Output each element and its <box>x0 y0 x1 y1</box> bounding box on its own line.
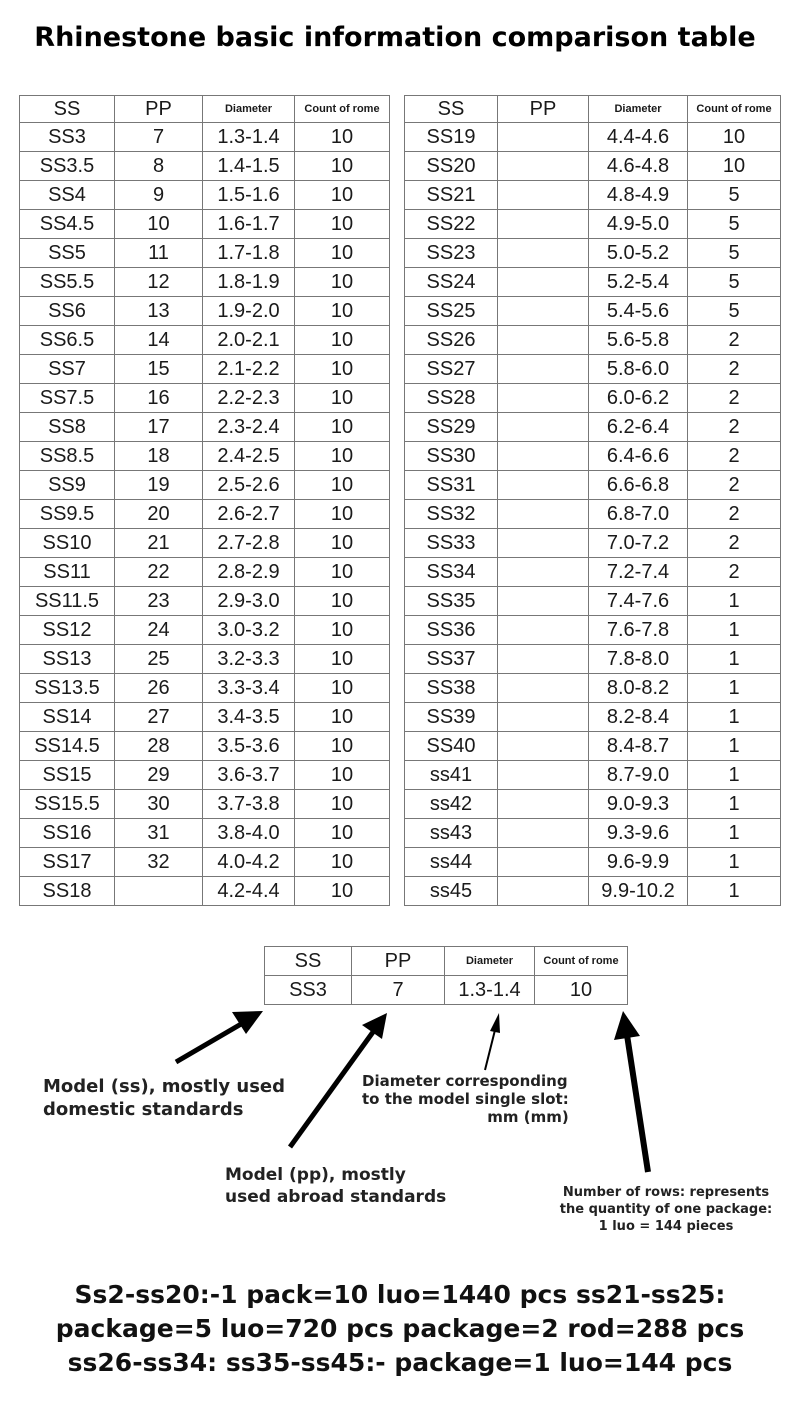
cell-count: 1 <box>688 616 781 645</box>
arrow-pp-head <box>362 1013 387 1039</box>
header-diameter: Diameter <box>203 96 295 123</box>
cell-diameter: 6.0-6.2 <box>589 384 688 413</box>
cell-count: 1 <box>688 761 781 790</box>
cell-ss: SS37 <box>405 645 498 674</box>
cell-pp: 8 <box>115 152 203 181</box>
cell-count: 10 <box>688 152 781 181</box>
example-cell-pp: 7 <box>352 976 445 1005</box>
cell-pp: 21 <box>115 529 203 558</box>
cell-pp: 12 <box>115 268 203 297</box>
cell-pp: 20 <box>115 500 203 529</box>
cell-ss: SS19 <box>405 123 498 152</box>
cell-ss: SS5 <box>20 239 115 268</box>
cell-count: 2 <box>688 442 781 471</box>
cell-diameter: 1.6-1.7 <box>203 210 295 239</box>
cell-diameter: 7.4-7.6 <box>589 587 688 616</box>
cell-diameter: 4.6-4.8 <box>589 152 688 181</box>
cell-diameter: 2.8-2.9 <box>203 558 295 587</box>
arrow-count-head <box>614 1011 640 1040</box>
cell-diameter: 2.3-2.4 <box>203 413 295 442</box>
cell-count: 5 <box>688 297 781 326</box>
cell-pp: 14 <box>115 326 203 355</box>
cell-diameter: 5.6-5.8 <box>589 326 688 355</box>
header-pp: PP <box>498 96 589 123</box>
cell-count: 10 <box>295 848 390 877</box>
cell-ss: SS30 <box>405 442 498 471</box>
cell-count: 10 <box>295 239 390 268</box>
cell-diameter: 5.2-5.4 <box>589 268 688 297</box>
example-cell-count: 10 <box>535 976 628 1005</box>
cell-diameter: 7.2-7.4 <box>589 558 688 587</box>
cell-diameter: 6.4-6.6 <box>589 442 688 471</box>
cell-ss: SS9 <box>20 471 115 500</box>
arrow-diameter <box>485 1030 495 1070</box>
arrow-count <box>627 1035 648 1172</box>
cell-pp: 32 <box>115 848 203 877</box>
cell-pp: 28 <box>115 732 203 761</box>
cell-diameter: 1.7-1.8 <box>203 239 295 268</box>
cell-diameter: 2.0-2.1 <box>203 326 295 355</box>
cell-pp: 7 <box>115 123 203 152</box>
cell-diameter: 1.5-1.6 <box>203 181 295 210</box>
cell-count: 10 <box>295 442 390 471</box>
cell-diameter: 1.8-1.9 <box>203 268 295 297</box>
cell-ss: SS7 <box>20 355 115 384</box>
cell-ss: SS31 <box>405 471 498 500</box>
cell-diameter: 5.4-5.6 <box>589 297 688 326</box>
cell-ss: ss43 <box>405 819 498 848</box>
cell-count: 1 <box>688 877 781 906</box>
cell-ss: SS14.5 <box>20 732 115 761</box>
cell-ss: SS15 <box>20 761 115 790</box>
cell-ss: ss42 <box>405 790 498 819</box>
cell-ss: SS8.5 <box>20 442 115 471</box>
header-ss: SS <box>405 96 498 123</box>
cell-count: 10 <box>295 587 390 616</box>
cell-count: 1 <box>688 848 781 877</box>
example-header-count: Count of rome <box>535 947 628 976</box>
cell-ss: SS13 <box>20 645 115 674</box>
cell-diameter: 1.3-1.4 <box>203 123 295 152</box>
header-count: Count of rome <box>688 96 781 123</box>
cell-count: 10 <box>295 181 390 210</box>
cell-count: 2 <box>688 558 781 587</box>
note-pp-model <box>225 1164 446 1208</box>
cell-diameter: 4.4-4.6 <box>589 123 688 152</box>
cell-ss: SS11.5 <box>20 587 115 616</box>
cell-ss: SS24 <box>405 268 498 297</box>
cell-ss: SS6.5 <box>20 326 115 355</box>
cell-count: 10 <box>295 355 390 384</box>
header-count: Count of rome <box>295 96 390 123</box>
cell-diameter: 3.4-3.5 <box>203 703 295 732</box>
cell-pp: 17 <box>115 413 203 442</box>
cell-diameter: 5.0-5.2 <box>589 239 688 268</box>
summary-line: package=5 luo=720 pcs package=2 rod=288 pcs <box>55 1314 745 1343</box>
note-line: Number of rows: represents <box>562 1185 770 1200</box>
note-ss-model <box>43 1075 285 1121</box>
cell-ss: ss41 <box>405 761 498 790</box>
cell-ss: SS29 <box>405 413 498 442</box>
page-title: Rhinestone basic information comparison table <box>34 22 756 53</box>
cell-pp: 22 <box>115 558 203 587</box>
cell-diameter: 2.4-2.5 <box>203 442 295 471</box>
cell-ss: SS3 <box>20 123 115 152</box>
cell-ss: SS14 <box>20 703 115 732</box>
cell-pp: 10 <box>115 210 203 239</box>
arrow-ss-head <box>232 1011 263 1034</box>
cell-diameter: 3.0-3.2 <box>203 616 295 645</box>
cell-ss: SS3.5 <box>20 152 115 181</box>
example-header-diameter: Diameter <box>445 947 535 976</box>
cell-count: 10 <box>295 210 390 239</box>
cell-ss: SS25 <box>405 297 498 326</box>
cell-count: 10 <box>295 790 390 819</box>
cell-count: 10 <box>295 268 390 297</box>
cell-diameter: 8.2-8.4 <box>589 703 688 732</box>
cell-ss: SS10 <box>20 529 115 558</box>
cell-pp: 18 <box>115 442 203 471</box>
note-line: Diameter corresponding <box>362 1072 568 1090</box>
cell-ss: SS27 <box>405 355 498 384</box>
cell-pp: 23 <box>115 587 203 616</box>
cell-diameter: 9.6-9.9 <box>589 848 688 877</box>
cell-ss: ss44 <box>405 848 498 877</box>
cell-pp: 31 <box>115 819 203 848</box>
arrow-diameter-head <box>490 1013 500 1033</box>
cell-count: 5 <box>688 181 781 210</box>
arrow-pp <box>290 1032 373 1147</box>
cell-pp: 24 <box>115 616 203 645</box>
cell-count: 5 <box>688 239 781 268</box>
note-line: the quantity of one package: <box>559 1202 773 1217</box>
cell-pp: 25 <box>115 645 203 674</box>
cell-pp: 15 <box>115 355 203 384</box>
cell-count: 10 <box>295 152 390 181</box>
cell-pp: 16 <box>115 384 203 413</box>
cell-diameter: 3.6-3.7 <box>203 761 295 790</box>
cell-ss: SS4 <box>20 181 115 210</box>
cell-pp: 9 <box>115 181 203 210</box>
cell-ss: SS4.5 <box>20 210 115 239</box>
cell-diameter: 2.2-2.3 <box>203 384 295 413</box>
cell-ss: SS8 <box>20 413 115 442</box>
cell-count: 1 <box>688 732 781 761</box>
cell-pp: 29 <box>115 761 203 790</box>
cell-diameter: 3.5-3.6 <box>203 732 295 761</box>
cell-diameter: 2.9-3.0 <box>203 587 295 616</box>
cell-ss: SS7.5 <box>20 384 115 413</box>
cell-pp: 19 <box>115 471 203 500</box>
cell-pp: 30 <box>115 790 203 819</box>
example-header-pp: PP <box>352 947 445 976</box>
cell-count: 1 <box>688 674 781 703</box>
cell-ss: SS33 <box>405 529 498 558</box>
cell-ss: SS32 <box>405 500 498 529</box>
cell-count: 10 <box>295 703 390 732</box>
cell-diameter: 5.8-6.0 <box>589 355 688 384</box>
cell-diameter: 2.6-2.7 <box>203 500 295 529</box>
header-ss: SS <box>20 96 115 123</box>
cell-diameter: 2.1-2.2 <box>203 355 295 384</box>
cell-count: 2 <box>688 529 781 558</box>
cell-diameter: 3.7-3.8 <box>203 790 295 819</box>
summary-line: Ss2-ss20:-1 pack=10 luo=1440 pcs ss21-ss25: <box>74 1280 726 1309</box>
cell-ss: SS16 <box>20 819 115 848</box>
cell-count: 10 <box>295 413 390 442</box>
cell-diameter: 2.5-2.6 <box>203 471 295 500</box>
cell-diameter: 7.6-7.8 <box>589 616 688 645</box>
cell-count: 5 <box>688 210 781 239</box>
cell-ss: SS6 <box>20 297 115 326</box>
cell-diameter: 7.0-7.2 <box>589 529 688 558</box>
note-line: 1 luo = 144 pieces <box>598 1219 734 1234</box>
cell-pp: 11 <box>115 239 203 268</box>
header-pp: PP <box>115 96 203 123</box>
cell-count: 1 <box>688 819 781 848</box>
cell-count: 10 <box>295 674 390 703</box>
cell-diameter: 3.3-3.4 <box>203 674 295 703</box>
cell-ss: SS5.5 <box>20 268 115 297</box>
cell-ss: SS39 <box>405 703 498 732</box>
cell-ss: SS12 <box>20 616 115 645</box>
cell-count: 10 <box>295 645 390 674</box>
cell-count: 10 <box>295 761 390 790</box>
cell-diameter: 3.2-3.3 <box>203 645 295 674</box>
note-diameter <box>362 1072 569 1126</box>
cell-ss: SS11 <box>20 558 115 587</box>
cell-diameter: 9.0-9.3 <box>589 790 688 819</box>
cell-ss: SS15.5 <box>20 790 115 819</box>
cell-diameter: 6.2-6.4 <box>589 413 688 442</box>
cell-count: 1 <box>688 587 781 616</box>
example-cell-ss: SS3 <box>265 976 352 1005</box>
cell-count: 1 <box>688 645 781 674</box>
cell-ss: SS20 <box>405 152 498 181</box>
cell-count: 2 <box>688 326 781 355</box>
cell-count: 10 <box>295 500 390 529</box>
cell-diameter: 4.0-4.2 <box>203 848 295 877</box>
cell-diameter: 3.8-4.0 <box>203 819 295 848</box>
cell-ss: SS21 <box>405 181 498 210</box>
note-line: Model (ss), mostly used <box>43 1076 286 1097</box>
note-line: to the model single slot: <box>362 1090 569 1108</box>
cell-ss: ss45 <box>405 877 498 906</box>
cell-count: 1 <box>688 790 781 819</box>
note-line: domestic standards <box>43 1099 244 1120</box>
cell-count: 10 <box>295 616 390 645</box>
cell-diameter: 7.8-8.0 <box>589 645 688 674</box>
cell-diameter: 8.0-8.2 <box>589 674 688 703</box>
cell-count: 2 <box>688 471 781 500</box>
cell-ss: SS18 <box>20 877 115 906</box>
cell-diameter: 9.9-10.2 <box>589 877 688 906</box>
cell-ss: SS34 <box>405 558 498 587</box>
cell-diameter: 2.7-2.8 <box>203 529 295 558</box>
cell-diameter: 6.6-6.8 <box>589 471 688 500</box>
cell-diameter: 4.2-4.4 <box>203 877 295 906</box>
cell-ss: SS38 <box>405 674 498 703</box>
cell-count: 2 <box>688 384 781 413</box>
cell-diameter: 6.8-7.0 <box>589 500 688 529</box>
cell-count: 10 <box>295 297 390 326</box>
cell-diameter: 1.9-2.0 <box>203 297 295 326</box>
header-diameter: Diameter <box>589 96 688 123</box>
cell-ss: SS17 <box>20 848 115 877</box>
cell-count: 1 <box>688 703 781 732</box>
cell-count: 10 <box>295 877 390 906</box>
cell-ss: SS35 <box>405 587 498 616</box>
note-line: mm (mm) <box>487 1108 569 1126</box>
note-line: Model (pp), mostly <box>225 1165 406 1185</box>
cell-pp: 26 <box>115 674 203 703</box>
cell-ss: SS28 <box>405 384 498 413</box>
cell-count: 10 <box>295 558 390 587</box>
cell-count: 10 <box>295 732 390 761</box>
example-cell-diameter: 1.3-1.4 <box>445 976 535 1005</box>
cell-diameter: 8.7-9.0 <box>589 761 688 790</box>
cell-diameter: 8.4-8.7 <box>589 732 688 761</box>
arrow-ss <box>176 1020 248 1062</box>
cell-count: 10 <box>295 326 390 355</box>
cell-diameter: 9.3-9.6 <box>589 819 688 848</box>
cell-diameter: 4.9-5.0 <box>589 210 688 239</box>
cell-count: 10 <box>688 123 781 152</box>
cell-pp: 27 <box>115 703 203 732</box>
cell-ss: SS9.5 <box>20 500 115 529</box>
package-summary <box>0 1278 800 1380</box>
cell-count: 10 <box>295 123 390 152</box>
cell-pp: 13 <box>115 297 203 326</box>
cell-ss: SS22 <box>405 210 498 239</box>
example-header-ss: SS <box>265 947 352 976</box>
cell-count: 2 <box>688 413 781 442</box>
cell-ss: SS13.5 <box>20 674 115 703</box>
note-rows <box>550 1184 782 1235</box>
summary-line: ss26-ss34: ss35-ss45:- package=1 luo=144 pcs <box>67 1348 733 1377</box>
cell-count: 10 <box>295 819 390 848</box>
cell-count: 2 <box>688 355 781 384</box>
cell-diameter: 4.8-4.9 <box>589 181 688 210</box>
cell-count: 2 <box>688 500 781 529</box>
cell-ss: SS23 <box>405 239 498 268</box>
cell-ss: SS26 <box>405 326 498 355</box>
cell-count: 10 <box>295 384 390 413</box>
cell-count: 10 <box>295 471 390 500</box>
cell-count: 5 <box>688 268 781 297</box>
cell-ss: SS40 <box>405 732 498 761</box>
cell-ss: SS36 <box>405 616 498 645</box>
note-line: used abroad standards <box>225 1187 447 1207</box>
cell-diameter: 1.4-1.5 <box>203 152 295 181</box>
cell-count: 10 <box>295 529 390 558</box>
